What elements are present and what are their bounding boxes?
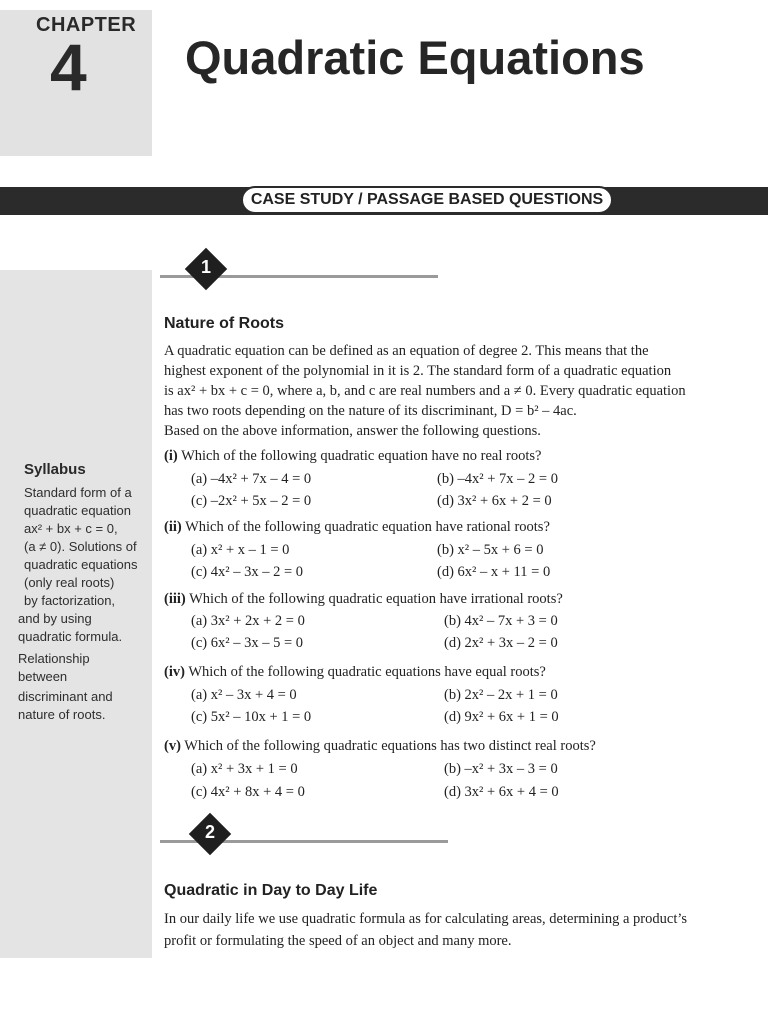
syllabus-line: by factorization, — [24, 593, 116, 608]
chapter-number: 4 — [50, 30, 87, 104]
option-b[interactable]: (b) –4x² + 7x – 2 = 0 — [437, 471, 558, 487]
option-c[interactable]: (c) 5x² – 10x + 1 = 0 — [191, 709, 312, 725]
option-d[interactable]: (d) 2x² + 3x – 2 = 0 — [444, 635, 558, 651]
option-a[interactable]: (a) x² – 3x + 4 = 0 — [191, 687, 297, 703]
syllabus-line: and by using — [18, 611, 92, 626]
question-number: (ii) — [164, 519, 182, 535]
option-c[interactable]: (c) –2x² + 5x – 2 = 0 — [191, 493, 312, 509]
syllabus-line: (only real roots) — [24, 575, 115, 590]
question-1 — [164, 448, 541, 465]
case-2-title: Quadratic in Day to Day Life — [164, 882, 378, 899]
question-3 — [164, 591, 563, 608]
syllabus-line: Relationship — [18, 651, 90, 666]
question-2 — [164, 519, 550, 536]
question-number: (i) — [164, 448, 178, 464]
syllabus-line: quadratic equations — [24, 557, 138, 572]
question-number: (v) — [164, 738, 181, 754]
option-b[interactable]: (b) x² – 5x + 6 = 0 — [437, 542, 544, 558]
case-1-paragraph-line: A quadratic equation can be defined as an equation of degree 2. This means that the — [164, 343, 649, 359]
case-1-paragraph-line: is ax² + bx + c = 0, where a, b, and c are real numbers and a ≠ 0. Every quadratic equation — [164, 383, 686, 399]
syllabus-line: nature of roots. — [18, 707, 106, 722]
case-2-number: 2 — [204, 822, 215, 842]
syllabus-line: between — [18, 669, 68, 684]
question-text: Which of the following quadratic equation have no real roots? — [181, 448, 542, 464]
option-d[interactable]: (d) 3x² + 6x + 4 = 0 — [444, 784, 559, 800]
option-a[interactable]: (a) –4x² + 7x – 4 = 0 — [191, 471, 312, 487]
option-b[interactable]: (b) 2x² – 2x + 1 = 0 — [444, 687, 558, 703]
option-a[interactable]: (a) x² + x – 1 = 0 — [191, 542, 290, 558]
syllabus-line: quadratic formula. — [18, 629, 123, 644]
option-a[interactable]: (a) x² + 3x + 1 = 0 — [191, 761, 298, 777]
question-text: Which of the following quadratic equations has two distinct real roots? — [184, 738, 596, 754]
syllabus-line: discriminant and — [18, 689, 113, 704]
option-b[interactable]: (b) –x² + 3x – 3 = 0 — [444, 761, 558, 777]
question-4 — [164, 664, 546, 681]
syllabus-heading: Syllabus — [24, 461, 86, 478]
option-d[interactable]: (d) 3x² + 6x + 2 = 0 — [437, 493, 552, 509]
case-1-title: Nature of Roots — [164, 315, 284, 332]
option-d[interactable]: (d) 6x² – x + 11 = 0 — [437, 564, 551, 580]
syllabus-line: Standard form of a — [24, 485, 132, 500]
question-text: Which of the following quadratic equations have equal roots? — [188, 664, 546, 680]
option-c[interactable]: (c) 6x² – 3x – 5 = 0 — [191, 635, 303, 651]
case-1-paragraph-line: Based on the above information, answer the following questions. — [164, 423, 541, 439]
section-banner-label: CASE STUDY / PASSAGE BASED QUESTIONS — [241, 186, 613, 214]
syllabus-line: quadratic equation — [24, 503, 131, 518]
question-number: (iv) — [164, 664, 185, 680]
case-1-paragraph-line: highest exponent of the polynomial in it is 2. The standard form of a quadratic equation — [164, 363, 672, 379]
chapter-label: CHAPTER — [36, 14, 137, 36]
syllabus-line: (a ≠ 0). Solutions of — [24, 539, 137, 554]
syllabus-line: ax² + bx + c = 0, — [24, 521, 118, 536]
option-d[interactable]: (d) 9x² + 6x + 1 = 0 — [444, 709, 559, 725]
question-text: Which of the following quadratic equation have irrational roots? — [189, 591, 563, 607]
case-2-paragraph-line: In our daily life we use quadratic formula as for calculating areas, determining a product’s — [164, 911, 688, 927]
case-1-number: 1 — [200, 257, 211, 277]
question-number: (iii) — [164, 591, 186, 607]
question-text: Which of the following quadratic equation have rational roots? — [185, 519, 550, 535]
option-a[interactable]: (a) 3x² + 2x + 2 = 0 — [191, 613, 305, 629]
option-b[interactable]: (b) 4x² – 7x + 3 = 0 — [444, 613, 558, 629]
option-c[interactable]: (c) 4x² + 8x + 4 = 0 — [191, 784, 305, 800]
option-c[interactable]: (c) 4x² – 3x – 2 = 0 — [191, 564, 303, 580]
case-1-paragraph-line: has two roots depending on the nature of its discriminant, D = b² – 4ac. — [164, 403, 577, 419]
chapter-title: Quadratic Equations — [185, 31, 645, 84]
question-5 — [164, 738, 596, 755]
case-2-paragraph-line: profit or formulating the speed of an object and many more. — [164, 933, 512, 949]
